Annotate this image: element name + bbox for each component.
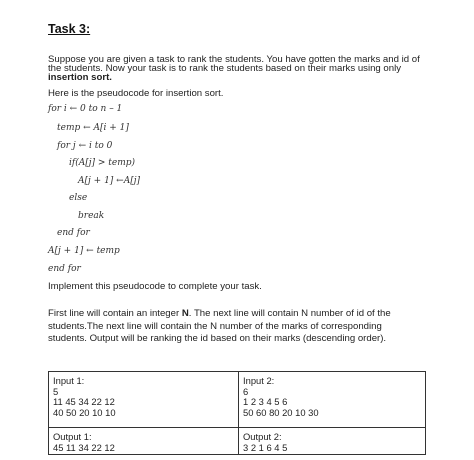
output-1-line-1: 45 11 34 22 12 xyxy=(53,441,115,453)
code-line-5: A[j + 1] ←A[j] xyxy=(78,176,141,186)
code-line-7: break xyxy=(78,211,105,221)
format-line-3: students. Output will be ranking the id based on their marks (descending order). xyxy=(48,333,387,344)
input-1-label: Input 1: xyxy=(53,375,85,386)
examples-table xyxy=(48,371,426,455)
input-1-line-2: 11 45 34 22 12 xyxy=(53,396,115,408)
input-2-label: Input 2: xyxy=(243,375,275,386)
format-paragraph xyxy=(48,308,468,346)
format-line-1-pre: First line will contain an integer xyxy=(48,308,182,319)
output-1-cell xyxy=(49,428,238,454)
code-line-8: end for xyxy=(57,228,90,238)
intro-paragraph xyxy=(48,54,468,83)
format-line-1 xyxy=(48,308,468,321)
code-line-3: for j ← i to 0 xyxy=(57,141,113,151)
code-line-2: temp ← A[i + 1] xyxy=(57,123,129,133)
input-2-cell xyxy=(239,372,425,427)
input-2-line-1: 6 xyxy=(243,385,249,397)
format-line-2: students.The next line will contain the N number of the marks of corresponding xyxy=(48,320,382,332)
intro-line-3: insertion sort. xyxy=(48,72,112,83)
input-2-line-3: 50 60 80 20 10 30 xyxy=(243,406,319,418)
output-2-label: Output 2: xyxy=(243,431,282,442)
pseudocode-intro: Here is the pseudocode for insertion sort. xyxy=(48,88,224,99)
code-line-1: for i ← 0 to n – 1 xyxy=(48,104,123,114)
output-1-label: Output 1: xyxy=(53,431,92,442)
output-2-line-1: 3 2 1 6 4 5 xyxy=(243,441,288,453)
input-1-line-1: 5 xyxy=(53,385,59,397)
format-line-1-post: . The next line will contain N number of id of the xyxy=(188,308,391,319)
code-line-10: end for xyxy=(48,264,81,274)
implement-text: Implement this pseudocode to complete your task. xyxy=(48,281,262,292)
intro-line-1: Suppose you are given a task to rank the students. You have gotten the marks and id of xyxy=(48,54,420,65)
input-1-cell xyxy=(49,372,238,427)
code-line-9: A[j + 1] ← temp xyxy=(48,246,120,256)
code-line-4: if(A[j] > temp) xyxy=(69,158,136,168)
intro-line-2: the students. Now your task is to rank the students based on their marks using only xyxy=(48,63,402,74)
input-1-line-3: 40 50 20 10 10 xyxy=(53,406,116,418)
output-2-cell xyxy=(239,428,425,454)
task-title: Task 3: xyxy=(48,22,91,36)
code-line-6: else xyxy=(69,193,88,203)
format-n-bold: N xyxy=(181,308,189,319)
input-2-line-2: 1 2 3 4 5 6 xyxy=(243,396,288,408)
